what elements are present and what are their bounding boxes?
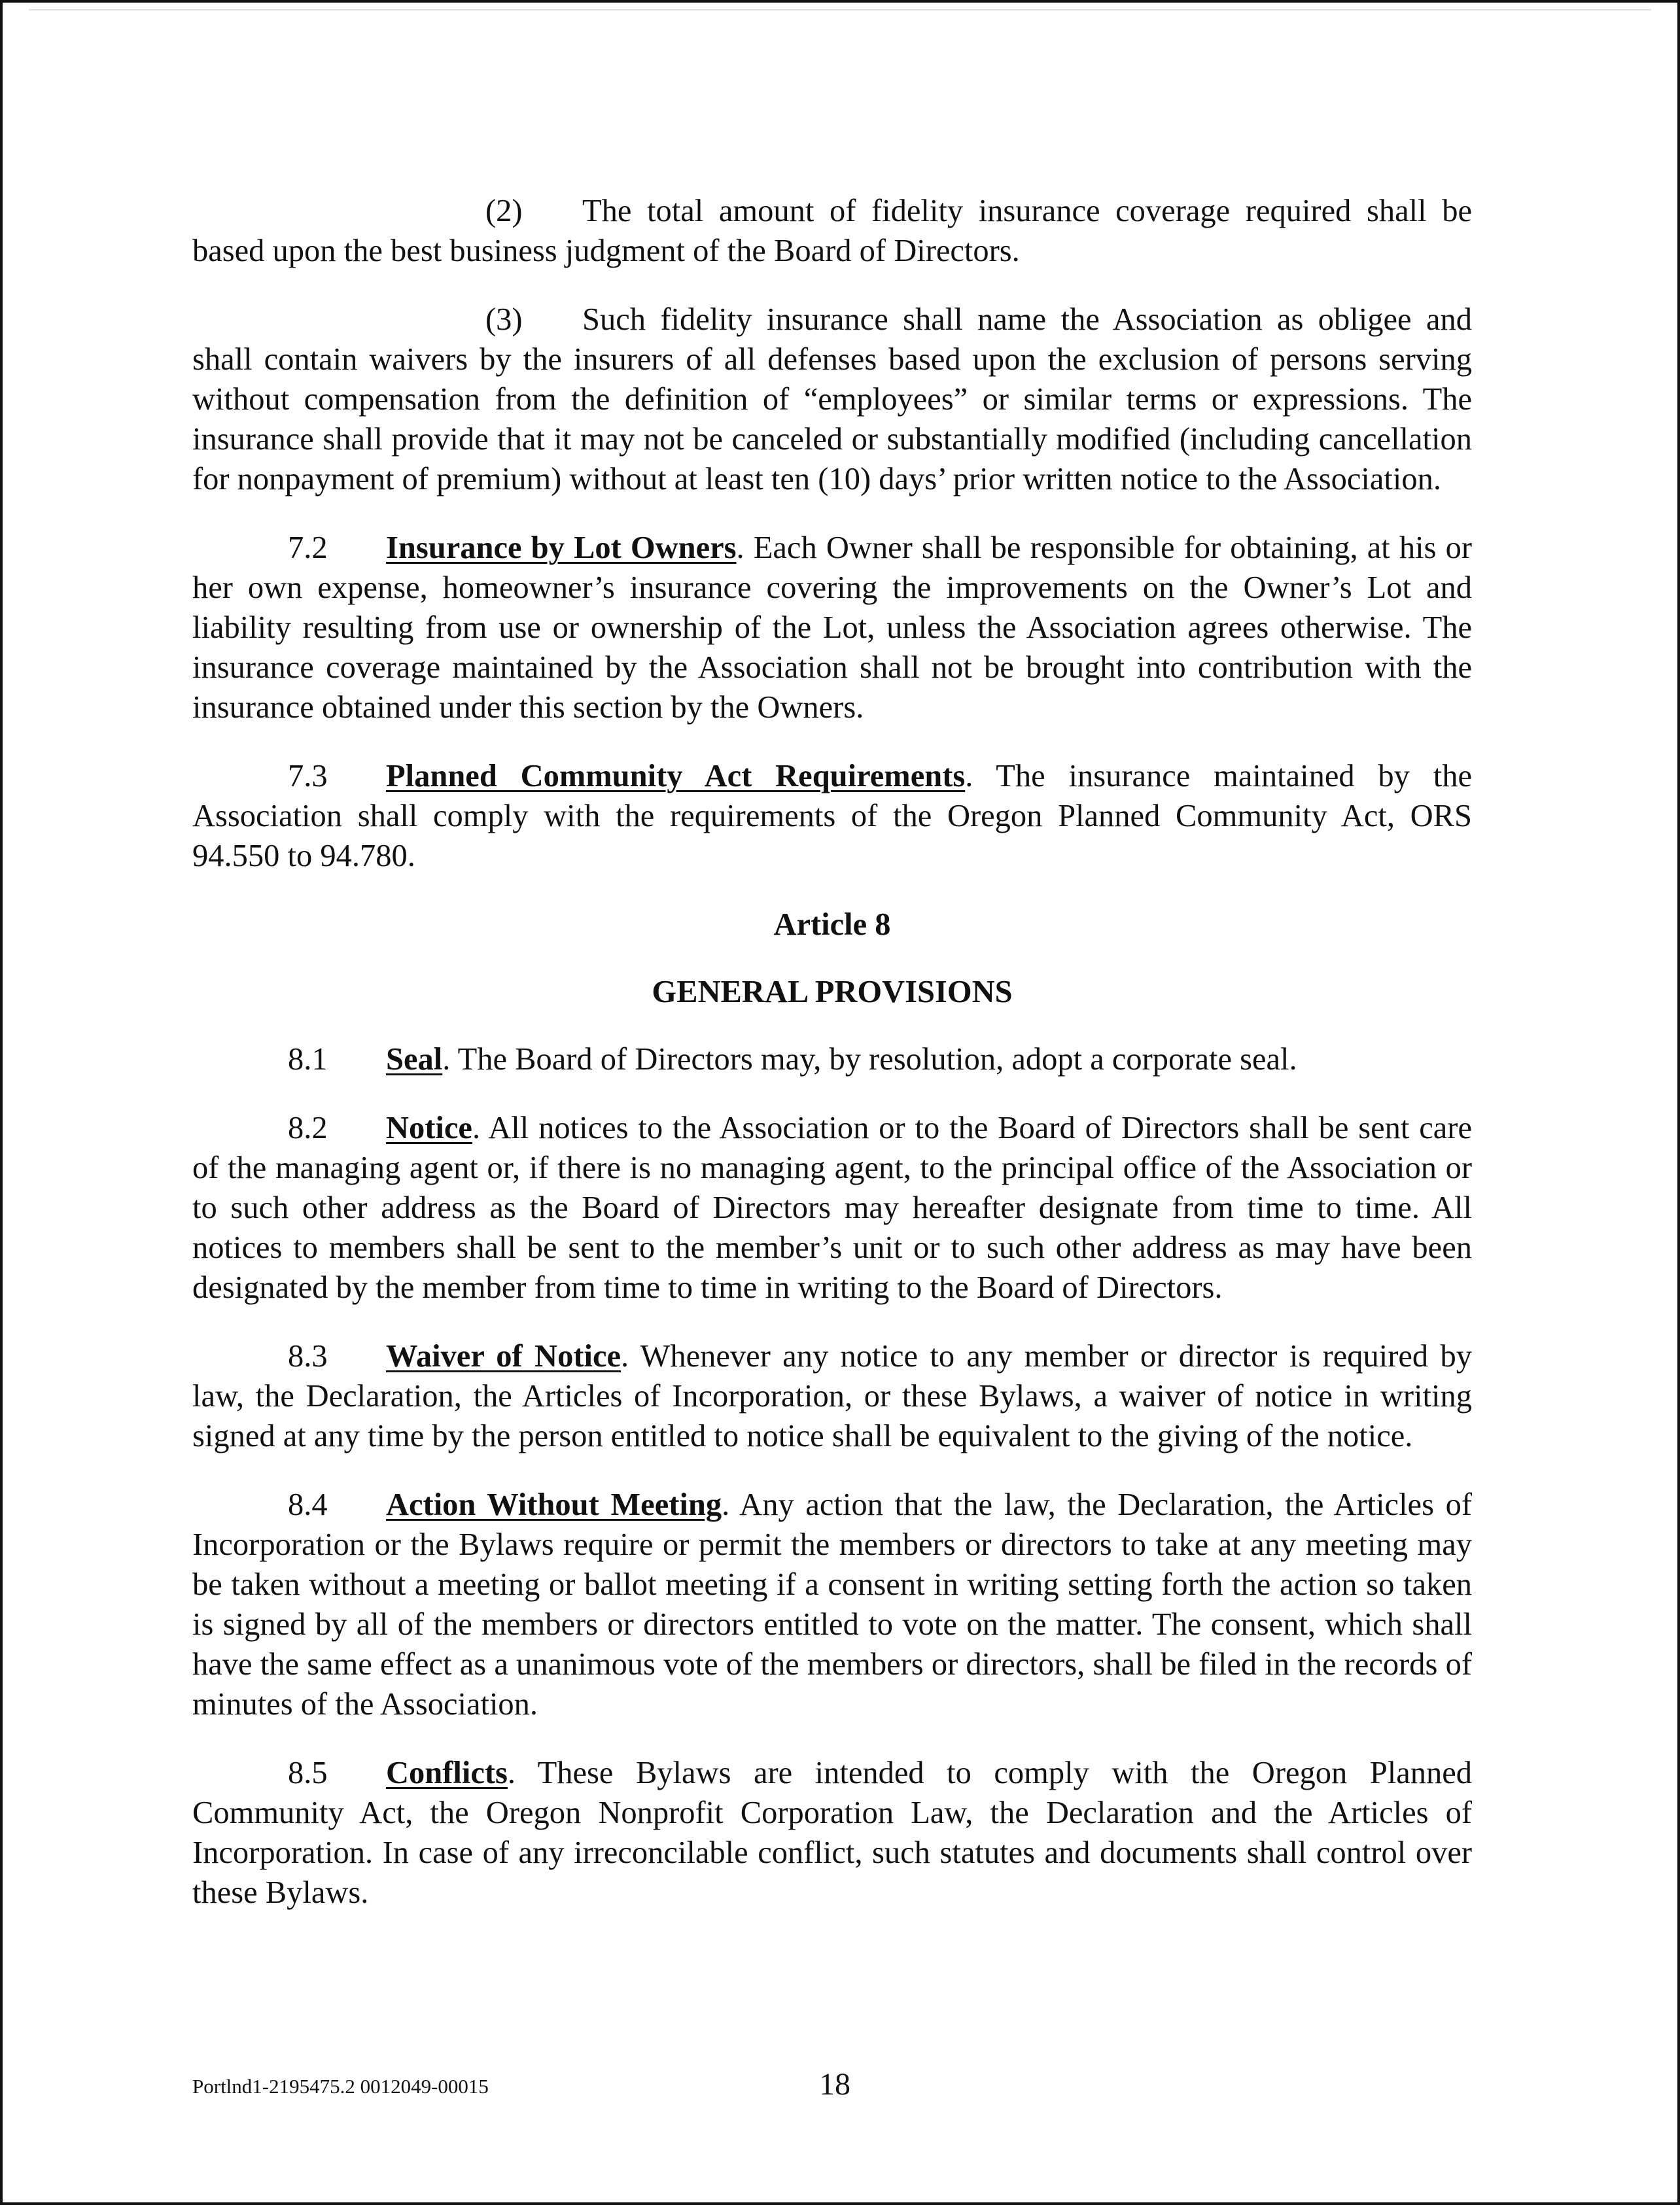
- scan-edge-line: [29, 9, 1651, 10]
- section-7-2: [192, 528, 1472, 727]
- section-heading: Action Without Meeting: [386, 1487, 722, 1522]
- section-number: 7.3: [288, 759, 328, 793]
- section-heading: Conflicts: [386, 1756, 508, 1790]
- section-heading: Notice: [386, 1111, 472, 1145]
- section-text: . All notices to the Association or to the Board of Directors shall be sent care of the managing agent or, if there is no managing agent, to the principal office of the Association or to such other address as the Board of Directors may hereafter designate from time to time. All notices to members shall be sent to the member’s unit or to such other address as may have been designated by the member from time to time in writing to the Board of Directors.: [192, 1111, 1472, 1305]
- paragraph-text: The total amount of fidelity insurance coverage required shall be based upon the best business judgment of the Board of Directors.: [192, 194, 1472, 268]
- paragraph-number: (2): [485, 194, 523, 228]
- section-text: . The insurance maintained by the Association shall comply with the requirements of the Oregon Planned Community Act, ORS 94.550 to 94.780.: [192, 759, 1472, 873]
- section-number: 8.2: [288, 1111, 328, 1145]
- section-7-3: [192, 756, 1472, 876]
- section-heading: Waiver of Notice: [386, 1339, 621, 1374]
- section-number: 8.5: [288, 1756, 328, 1790]
- section-text: . Each Owner shall be responsible for obtaining, at his or her own expense, homeowner’s insurance covering the improvements on the Owner’s Lot and liability resulting from use or ownership of the Lot, unless the Association agrees otherwise. The insurance coverage maintained by the Association shall not be brought into contribution with the insurance obtained under this section by the Owners.: [192, 530, 1472, 725]
- footer-document-id: Portlnd1-2195475.2 0012049-00015: [192, 2075, 489, 2098]
- document-body: [192, 191, 1472, 1913]
- paragraph-fidelity-obligee: [192, 300, 1472, 499]
- section-8-3: [192, 1336, 1472, 1456]
- section-8-1: [192, 1039, 1472, 1079]
- footer-page-number: 18: [819, 2067, 850, 2102]
- section-8-4: [192, 1485, 1472, 1724]
- section-8-5: [192, 1753, 1472, 1913]
- section-text: . Any action that the law, the Declaration, the Articles of Incorporation or the Bylaws require or permit the members or directors to take at any meeting may be taken without a meeting or ballot meeting if a consent in writing setting forth the action so taken is signed by all of the members or directors entitled to vote on the matter. The consent, which shall have the same effect as a unanimous vote of the members or directors, shall be filed in the records of minutes of the Association.: [192, 1487, 1472, 1722]
- paragraph-fidelity-amount: [192, 191, 1472, 271]
- section-heading: Seal: [386, 1042, 443, 1077]
- section-number: 8.4: [288, 1487, 328, 1522]
- section-heading: Insurance by Lot Owners: [386, 530, 737, 565]
- paragraph-text: Such fidelity insurance shall name the Association as obligee and shall contain waivers by the insurers of all defenses based upon the exclusion of persons serving without compensation from the definition of “employees” or similar terms or expressions. The insurance shall provide that it may not be canceled or substantially modified (including cancellation for nonpayment of premium) without at least ten (10) days’ prior written notice to the Association.: [192, 302, 1472, 496]
- section-heading: Planned Community Act Requirements: [386, 759, 966, 793]
- section-number: 7.2: [288, 530, 328, 565]
- section-8-2: [192, 1108, 1472, 1308]
- section-text: . The Board of Directors may, by resolution, adopt a corporate seal.: [442, 1042, 1297, 1077]
- article-title: Article 8: [773, 907, 891, 942]
- section-text: . These Bylaws are intended to comply with the Oregon Planned Community Act, the Oregon Nonprofit Corporation Law, the Declaration and the Articles of Incorporation. In case of any irreconcilable conflict, such statutes and documents shall control over these Bylaws.: [192, 1756, 1472, 1910]
- article-subtitle: GENERAL PROVISIONS: [652, 975, 1013, 1009]
- section-text: . Whenever any notice to any member or director is required by law, the Declaration, the Articles of Incorporation, or these Bylaws, a waiver of notice in writing signed at any time by the person entitled to notice shall be equivalent to the giving of the notice.: [192, 1339, 1472, 1453]
- section-number: 8.1: [288, 1042, 328, 1077]
- section-number: 8.3: [288, 1339, 328, 1374]
- paragraph-number: (3): [485, 302, 523, 337]
